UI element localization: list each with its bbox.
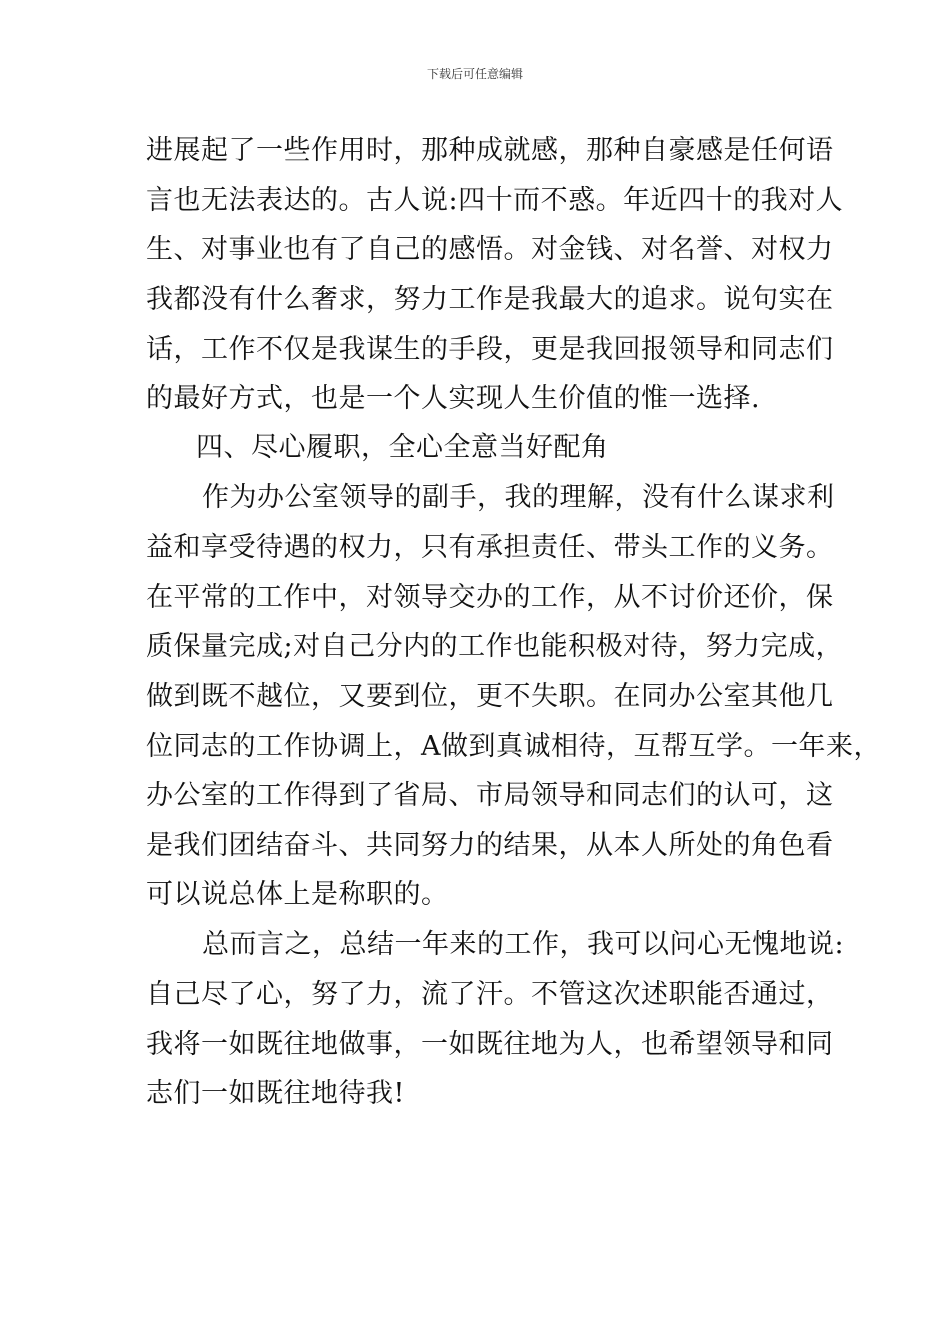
body-line: 在平常的工作中，对领导交办的工作，从不讨价还价，保	[146, 582, 834, 613]
body-line: 话，工作不仅是我谋生的手段，更是我回报领导和同志们	[146, 334, 834, 365]
body-line: 总而言之，总结一年来的工作，我可以问心无愧地说:	[202, 929, 845, 960]
body-line: 益和享受待遇的权力，只有承担责任、带头工作的义务。	[146, 532, 834, 563]
body-line: 自己尽了心，努了力，流了汗。不管这次述职能否通过，	[146, 979, 834, 1010]
body-line: 的最好方式，也是一个人实现人生价值的惟一选择.	[146, 383, 761, 414]
body-line: 言也无法表达的。古人说:四十而不惑。年近四十的我对人	[146, 185, 844, 216]
body-line: 我将一如既往地做事，一如既往地为人，也希望领导和同	[146, 1029, 834, 1060]
body-line: 可以说总体上是称职的。	[146, 879, 449, 910]
section-heading: 四、尽心履职，全心全意当好配角	[196, 432, 609, 463]
body-line: 生、对事业也有了自己的感悟。对金钱、对名誉、对权力	[146, 234, 834, 265]
body-line: 作为办公室领导的副手，我的理解，没有什么谋求利	[202, 482, 835, 513]
body-line: 位同志的工作协调上，A做到真诚相待，互帮互学。一年来，	[146, 731, 881, 762]
body-line: 办公室的工作得到了省局、市局领导和同志们的认可，这	[146, 780, 834, 811]
page-header: 下载后可任意编辑	[426, 67, 523, 81]
body-line: 是我们团结奋斗、共同努力的结果，从本人所处的角色看	[146, 830, 834, 861]
body-line: 志们一如既往地待我!	[146, 1078, 405, 1109]
body-line: 质保量完成;对自己分内的工作也能积极对待，努力完成，	[146, 631, 844, 662]
body-line: 进展起了一些作用时，那种成就感，那种自豪感是任何语	[146, 135, 834, 166]
body-line: 我都没有什么奢求，努力工作是我最大的追求。说句实在	[146, 284, 834, 315]
body-line: 做到既不越位，又要到位，更不失职。在同办公室其他几	[146, 681, 834, 712]
